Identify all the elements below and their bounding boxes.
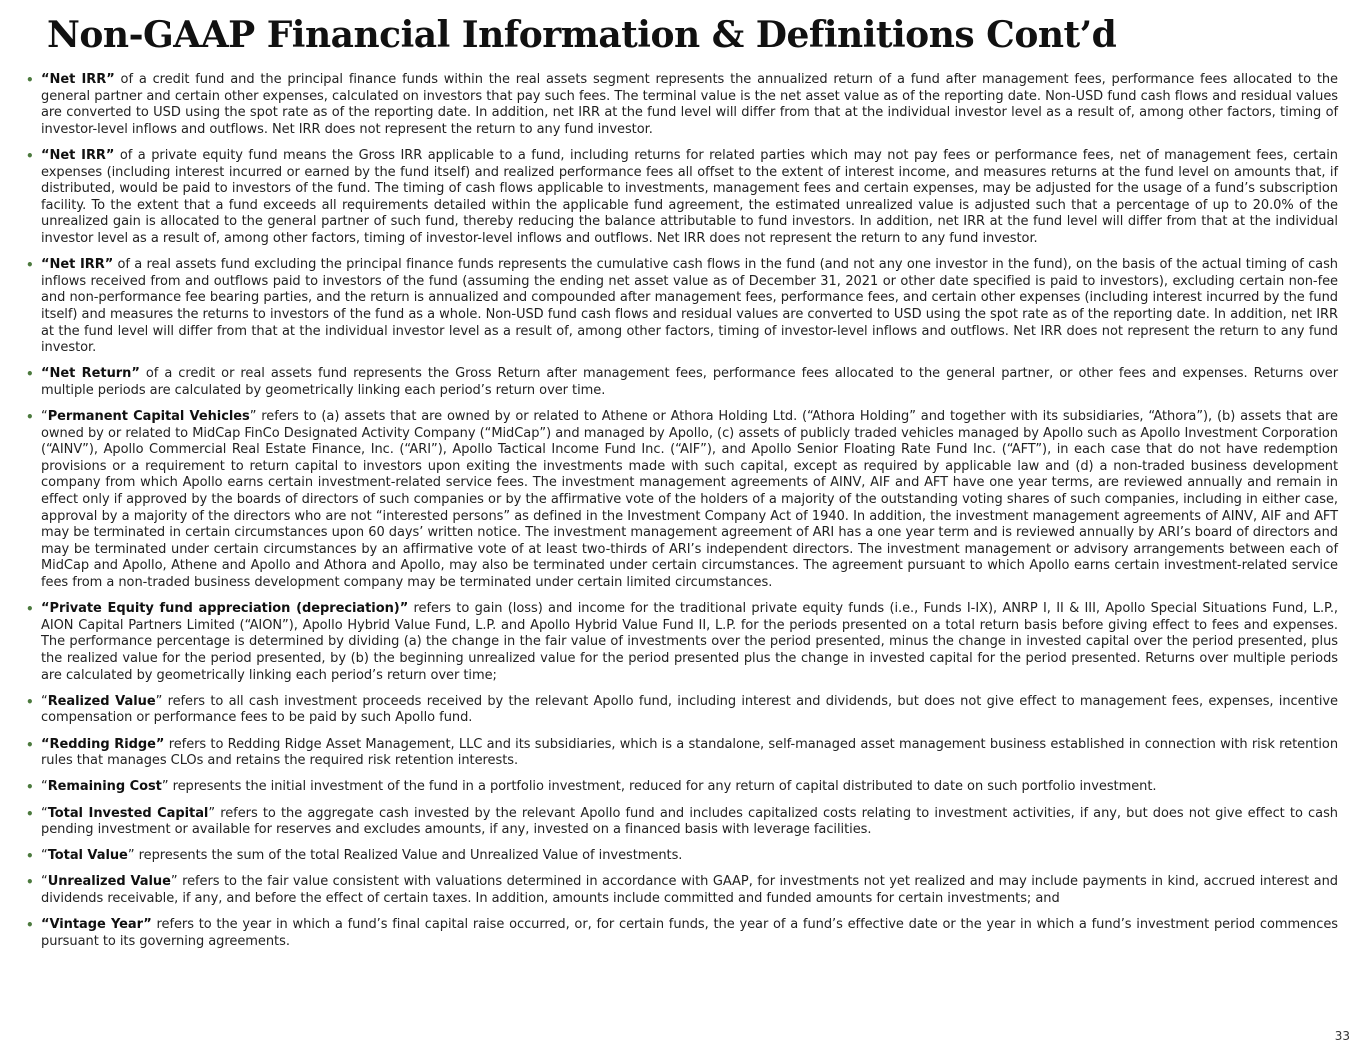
- definition-vintage-year: [24, 917, 1338, 950]
- definition-term: Unrealized Value: [47, 874, 171, 890]
- definition-net-irr-private-equity: [24, 148, 1338, 248]
- definition-total-value: [24, 848, 1338, 865]
- definition-text: ” refers to the aggregate cash invested by the relevant Apollo fund and includes capitalized costs relating to investment activities, if any, but does not give effect to cash pending investment or available for reserves and excludes amounts, if any, invested on a financed basis with leverage facilities.: [41, 805, 1338, 838]
- bullet-icon: •: [26, 780, 34, 795]
- definition-term: Realized Value: [47, 693, 156, 709]
- definition-realized-value: [24, 694, 1338, 727]
- bullet-icon: •: [26, 258, 34, 273]
- definition-remaining-cost: [24, 779, 1338, 796]
- definition-text: refers to the year in which a fund’s final capital raise occurred, or, for certain funds, the year of a fund’s effective date or the year in which a fund’s investment period commences pursuant to its governing agreements.: [41, 917, 1338, 949]
- definition-total-invested-capital: [24, 806, 1338, 839]
- bullet-icon: •: [26, 148, 34, 163]
- definition-permanent-capital-vehicles: [24, 409, 1338, 592]
- definition-open-quote: “: [41, 848, 48, 864]
- bullet-icon: •: [26, 918, 34, 933]
- definition-open-quote: “: [41, 693, 48, 709]
- definition-text: ” refers to (a) assets that are owned by or related to Athene or Athora Holding Ltd. (“Athora Holding” and together with its subsidiaries, “Athora”), (b) assets that are owned by or related to MidCap FinCo Designated Activity Company (“MidCap”) and managed by Apollo, (c) assets of publicly traded vehicles managed by Apollo such as Apollo Investment Corporation (“AINV”), Apollo Commercial Real Estate Finance, Inc. (“ARI”), Apollo Tactical Income Fund Inc. (“AIF”), and Apollo Senior Floating Rate Fund Inc. (“AFT”), in each case that do not have redemption provisions or a requirement to return capital to investors upon exiting the investments made with such capital, except as required by applicable law and (d) a non-traded business development company from which Apollo earns certain investment-related service fees. The investment management agreements of AINV, AIF and AFT have one year terms, are reviewed annually and remain in effect only if approved by the boards of directors of such companies or by the affirmative vote of the holders of a majority of the outstanding voting shares of such companies, including in either case, approval by a majority of the directors who are not “interested persons” as defined in the Investment Company Act of 1940. In addition, the investment management agreements of AINV, AIF and AFT may be terminated in certain circumstances upon 60 days’ written notice. The investment management agreement of ARI has a one year term and is reviewed annually by ARI’s board of directors and may be terminated under certain circumstances by an affirmative vote of at least two-thirds of ARI’s independent directors. The investment management or advisory arrangements between each of MidCap and Apollo, Athene and Apollo and Athora and Apollo, may also be terminated under certain circumstances. The agreement pursuant to which Apollo earns certain investment-related service fees from a non-traded business development company may be terminated under certain limited circumstances.: [41, 409, 1338, 590]
- bullet-icon: •: [26, 849, 34, 864]
- definition-open-quote: “: [41, 805, 48, 821]
- definition-net-irr-real-assets: [24, 257, 1338, 357]
- definition-term: Remaining Cost: [47, 779, 162, 795]
- definition-redding-ridge: [24, 737, 1338, 770]
- definitions-list: [24, 72, 1338, 960]
- definition-private-equity-fund-appreciation: [24, 601, 1338, 684]
- definition-term: “Net IRR”: [41, 147, 115, 163]
- definition-term: “Net IRR”: [41, 72, 115, 87]
- bullet-icon: •: [26, 73, 34, 87]
- definition-net-irr-credit: [24, 72, 1338, 138]
- bullet-icon: •: [26, 410, 34, 425]
- definition-open-quote: “: [41, 409, 48, 425]
- bullet-icon: •: [26, 367, 34, 382]
- bullet-icon: •: [26, 737, 34, 752]
- definition-term: “Private Equity fund appreciation (depreciation)”: [41, 601, 409, 617]
- definition-text: of a credit fund and the principal finance funds within the real assets segment represents the annualized return of a fund after management fees, performance fees allocated to the general partner and certain other expenses, calculated on investors that pay such fees. The terminal value is the net asset value as of the reporting date. Non-USD fund cash flows and residual values are converted to USD using the spot rate as of the reporting date. In addition, net IRR at the fund level will differ from that at the individual investor level as a result of, among other factors, timing of investor-level inflows and outflows. Net IRR does not represent the return to any fund investor.: [41, 72, 1338, 137]
- bullet-icon: •: [26, 602, 34, 617]
- page-title: Non-GAAP Financial Information & Definitions Cont’d: [47, 14, 1117, 56]
- definition-text: ” refers to all cash investment proceeds received by the relevant Apollo fund, including interest and dividends, but does not give effect to management fees, expenses, incentive compensation or performance fees to be paid by such Apollo fund.: [41, 693, 1338, 726]
- definition-text: of a real assets fund excluding the principal finance funds represents the cumulative cash flows in the fund (and not any one investor in the fund), on the basis of the actual timing of cash inflows received from and outflows paid to investors of the fund (assuming the ending net asset value as of December 31, 2021 or other date specified is paid to investors), excluding certain non-fee and non-performance fee bearing parties, and the return is annualized and compounded after management fees, performance fees, and certain other expenses (including interest incurred by the fund itself) and measures the returns to investors of the fund as a whole. Non-USD fund cash flows and residual values are converted to USD using the spot rate as of the reporting date. In addition, net IRR at the fund level will differ from that at the individual investor level as a result of, among other factors, timing of investor-level inflows and outflows. Net IRR does not represent the return to any fund investor.: [41, 257, 1338, 356]
- definition-text: ” refers to the fair value consistent with valuations determined in accordance with GAAP, for investments not yet realized and may include payments in kind, accrued interest and dividends receivable, if any, and before the effect of certain taxes. In addition, amounts include committed and funded amounts for certain investments; and: [41, 874, 1338, 907]
- definition-net-return: [24, 366, 1338, 399]
- definition-text: ” represents the initial investment of the fund in a portfolio investment, reduced for any return of capital distributed to date on such portfolio investment.: [161, 779, 1157, 795]
- definition-term: Total Invested Capital: [47, 805, 209, 821]
- definition-text: refers to gain (loss) and income for the traditional private equity funds (i.e., Funds I-IX), ANRP I, II & III, Apollo Special Situations Fund, L.P., AION Capital Partners Limited (“AION”), Apollo Hybrid Value Fund, L.P. and Apollo Hybrid Value Fund II, L.P. for the periods presented on a total return basis before giving effect to fees and expenses. The performance percentage is determined by dividing (a) the change in the fair value of investments over the period presented, minus the change in invested capital over the period presented, plus the realized value for the period presented, by (b) the beginning unrealized value for the period presented plus the change in invested capital for the period presented. Returns over multiple periods are calculated by geometrically linking each period’s return over time;: [41, 601, 1338, 683]
- definition-term: “Net IRR”: [41, 257, 114, 273]
- definition-open-quote: “: [41, 779, 48, 795]
- definition-term: “Redding Ridge”: [41, 736, 165, 752]
- definition-text: refers to Redding Ridge Asset Management, LLC and its subsidiaries, which is a standalone, self-managed asset management business established in connection with risk retention rules that manages CLOs and retains the required risk retention interests.: [41, 736, 1339, 769]
- definition-open-quote: “: [41, 874, 48, 890]
- definition-term: “Net Return”: [41, 366, 140, 382]
- bullet-icon: •: [26, 694, 34, 709]
- bullet-icon: •: [26, 806, 34, 821]
- page-number: 33: [1334, 1029, 1350, 1043]
- definition-unrealized-value: [24, 874, 1338, 907]
- bullet-icon: •: [26, 875, 34, 890]
- definition-text: of a credit or real assets fund represents the Gross Return after management fees, performance fees allocated to the general partner, or other fees and expenses. Returns over multiple periods are calculated by geometrically linking each period’s return over time.: [41, 366, 1338, 398]
- definition-term: “Vintage Year”: [41, 917, 152, 933]
- definition-term: Total Value: [47, 848, 128, 864]
- definition-text: of a private equity fund means the Gross IRR applicable to a fund, including returns for related parties which may not pay fees or performance fees, net of management fees, certain expenses (including interest incurred or earned by the fund itself) and realized performance fees all offset to the extent of interest income, and measures returns at the fund level on amounts that, if distributed, would be paid to investors of the fund. The timing of cash flows applicable to investments, management fees and certain expenses, may be adjusted for the usage of a fund’s subscription facility. To the extent that a fund exceeds all requirements detailed within the applicable fund agreement, the estimated unrealized value is adjusted such that a percentage of up to 20.0% of the unrealized gain is allocated to the general partner of such fund, thereby reducing the balance attributable to fund investors. In addition, net IRR at the fund level will differ from that at the individual investor level as a result of, among other factors, timing of investor-level inflows and outflows. Net IRR does not represent the return to any fund investor.: [41, 147, 1338, 246]
- definition-text: ” represents the sum of the total Realized Value and Unrealized Value of investments.: [127, 848, 683, 864]
- definition-term: Permanent Capital Vehicles: [47, 409, 250, 425]
